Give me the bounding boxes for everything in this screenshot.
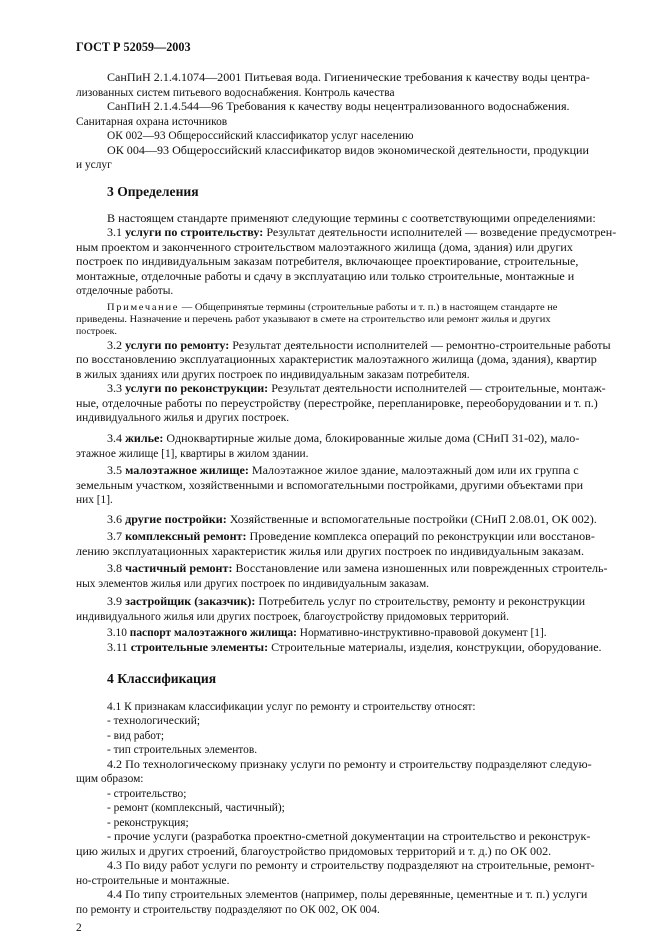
classification-line: 4.3 По виду работ услуги по ремонту и строительству подразделяют на строительные, ремонт- bbox=[107, 860, 595, 872]
definition-3-10 bbox=[107, 627, 547, 640]
definition-3-1 bbox=[107, 227, 616, 240]
definition-3-6 bbox=[107, 514, 597, 527]
ref-line: СанПиН 2.1.4.544—96 Требования к качеству воды нецентрализованного водоснабжения. bbox=[107, 101, 570, 113]
definition-number: 3.3 bbox=[107, 383, 126, 395]
definition-number: 3.1 bbox=[107, 227, 126, 239]
definition-term: комплексный ремонт: bbox=[125, 531, 247, 543]
definition-line: индивидуального жилья и других построек. bbox=[76, 412, 290, 424]
definition-term: услуги по реконструкции: bbox=[125, 383, 269, 395]
definition-term: малоэтажное жилище: bbox=[125, 465, 249, 477]
note-line: приведены. Назначение и перечень работ указывают в смете на строительство или ремонт жилья и других bbox=[76, 314, 551, 325]
definition-term: застройщик (заказчик): bbox=[125, 596, 256, 608]
definition-text: Одноквартирные жилые дома, блокированные жилые дома (СНиП 31-02), мало- bbox=[163, 433, 580, 445]
definition-number: 3.11 bbox=[107, 642, 131, 654]
definition-number: 3.10 bbox=[107, 627, 130, 639]
definition-line: ных элементов жилья или других построек по индивидуальным заказам. bbox=[76, 578, 429, 590]
ref-line: ОК 004—93 Общероссийский классификатор видов экономической деятельности, продукции bbox=[107, 145, 589, 157]
definition-line: земельным участком, хозяйственными и вспомогательными постройками, другими объектами при bbox=[76, 480, 584, 492]
definition-line: них [1]. bbox=[76, 494, 113, 506]
definition-number: 3.9 bbox=[107, 596, 126, 608]
definition-line: отделочные работы. bbox=[76, 285, 174, 297]
definition-text: Нормативно-инструктивно-правовой документ [1]. bbox=[296, 627, 547, 639]
classification-list-item: - ремонт (комплексный, частичный); bbox=[107, 802, 285, 814]
ref-line: лизованных систем питьевого водоснабжения. Контроль качества bbox=[76, 87, 395, 99]
definition-text: Результат деятельности исполнителей — ремонтно-строительные работы bbox=[229, 340, 611, 352]
definition-3-4 bbox=[107, 433, 579, 446]
definition-term: строительные элементы: bbox=[130, 642, 269, 654]
definition-line: индивидуального жилья или других построек, благоустройству придомовых территорий. bbox=[76, 611, 509, 623]
definition-line: этажное жилище [1], квартиры в жилом здании. bbox=[76, 448, 309, 460]
ref-line: и услуг bbox=[76, 159, 112, 171]
classification-line: 4.1 К признакам классификации услуг по ремонту и строительству относят: bbox=[107, 701, 476, 713]
section-3-heading: 3 Определения bbox=[107, 184, 199, 199]
section-3-intro: В настоящем стандарте применяют следующие термины с соответствующими определениями: bbox=[107, 213, 596, 225]
definition-text: Малоэтажное жилое здание, малоэтажный дом или их группа с bbox=[248, 465, 579, 477]
definition-number: 3.8 bbox=[107, 563, 126, 575]
classification-line: цию жилых и других строений, благоустройство придомовых территорий и т. д.) по ОК 002. bbox=[76, 846, 552, 858]
ref-line: СанПиН 2.1.4.1074—2001 Питьевая вода. Гигиенические требования к качеству воды центра- bbox=[107, 72, 590, 84]
section-4-heading: 4 Классификация bbox=[107, 671, 217, 686]
definition-3-8 bbox=[107, 563, 608, 576]
ref-line: ОК 002—93 Общероссийский классификатор услуг населению bbox=[107, 130, 414, 142]
definition-text: Хозяйственные и вспомогательные постройки (СНиП 2.08.01, ОК 002). bbox=[226, 514, 597, 526]
standard-header: ГОСТ Р 52059—2003 bbox=[76, 40, 191, 54]
definition-text: Потребитель услуг по строительству, ремонту и реконструкции bbox=[255, 596, 586, 608]
definition-3-5 bbox=[107, 465, 579, 478]
definition-line: лению эксплуатационных характеристик жилья или других построек по индивидуальным заказам. bbox=[76, 546, 585, 558]
definition-term: другие постройки: bbox=[125, 514, 227, 526]
classification-line: 4.4 По типу строительных элементов (например, полы деревянные, цементные и т. п.) услуги bbox=[107, 889, 588, 901]
definition-number: 3.2 bbox=[107, 340, 126, 352]
note-text: — Общепринятые термины (строительные работы и т. п.) в настоящем стандарте не bbox=[179, 302, 558, 313]
definition-3-3 bbox=[107, 383, 606, 396]
classification-list-item: - прочие услуги (разработка проектно-сметной документации на строительство и реконструк- bbox=[107, 831, 591, 843]
definition-line: в жилых зданиях или других построек по индивидуальным заказам потребителя. bbox=[76, 369, 470, 381]
definition-text: Строительные материалы, изделия, конструкции, оборудование. bbox=[268, 642, 602, 654]
definition-term: услуги по ремонту: bbox=[125, 340, 230, 352]
definition-text: Результат деятельности исполнителей — возведение предусмотрен- bbox=[263, 227, 617, 239]
definition-term: частичный ремонт: bbox=[125, 563, 233, 575]
definition-line: по восстановлению эксплуатационных характеристик малоэтажного жилища (дома, здания), квартир bbox=[76, 354, 597, 366]
definition-line: монтажные, отделочные работы и сдачу в эксплуатацию или только строительные, монтажные и bbox=[76, 271, 575, 283]
classification-list-item: - вид работ; bbox=[107, 730, 164, 742]
note-3-1 bbox=[107, 302, 557, 314]
classification-list-item: - технологический; bbox=[107, 715, 201, 727]
classification-line: 4.2 По технологическому признаку услуги по ремонту и строительству подразделяют следую- bbox=[107, 759, 592, 771]
definition-term: жилье: bbox=[125, 433, 164, 445]
definition-3-7 bbox=[107, 531, 595, 544]
definition-line: ные, отделочные работы по переустройству (перестройке, перепланировке, переоборудовании и т. п.) bbox=[76, 398, 598, 410]
definition-text: Результат деятельности исполнителей — строительные, монтаж- bbox=[268, 383, 606, 395]
note-line: построек. bbox=[76, 326, 117, 337]
definition-3-11 bbox=[107, 642, 602, 655]
definition-3-9 bbox=[107, 596, 585, 609]
page-number: 2 bbox=[76, 922, 82, 934]
classification-line: щим образом: bbox=[76, 773, 144, 785]
definition-term: услуги по строительству: bbox=[125, 227, 264, 239]
classification-list-item: - реконструкция; bbox=[107, 817, 189, 829]
definition-number: 3.6 bbox=[107, 514, 126, 526]
classification-list-item: - тип строительных элементов. bbox=[107, 744, 258, 756]
ref-line: Санитарная охрана источников bbox=[76, 116, 228, 128]
definition-number: 3.7 bbox=[107, 531, 126, 543]
note-label: Примечание bbox=[107, 302, 180, 313]
definition-text: Проведение комплекса операций по реконструкции или восстанов- bbox=[246, 531, 595, 543]
classification-list-item: - строительство; bbox=[107, 788, 187, 800]
definition-number: 3.4 bbox=[107, 433, 126, 445]
definition-text: Восстановление или замена изношенных или поврежденных строитель- bbox=[232, 563, 608, 575]
definition-term: паспорт малоэтажного жилища: bbox=[129, 627, 297, 639]
definition-line: построек по индивидуальным заказам потребителя, включающее проектирование, строительные, bbox=[76, 256, 579, 268]
classification-line: по ремонту и строительству подразделяют по ОК 002, ОК 004. bbox=[76, 904, 380, 916]
definition-number: 3.5 bbox=[107, 465, 126, 477]
definition-line: ным проектом и законченного строительством малоэтажного жилища (дома, здания) или других bbox=[76, 242, 573, 254]
classification-line: но-строительные и монтажные. bbox=[76, 875, 230, 887]
definition-3-2 bbox=[107, 340, 611, 353]
